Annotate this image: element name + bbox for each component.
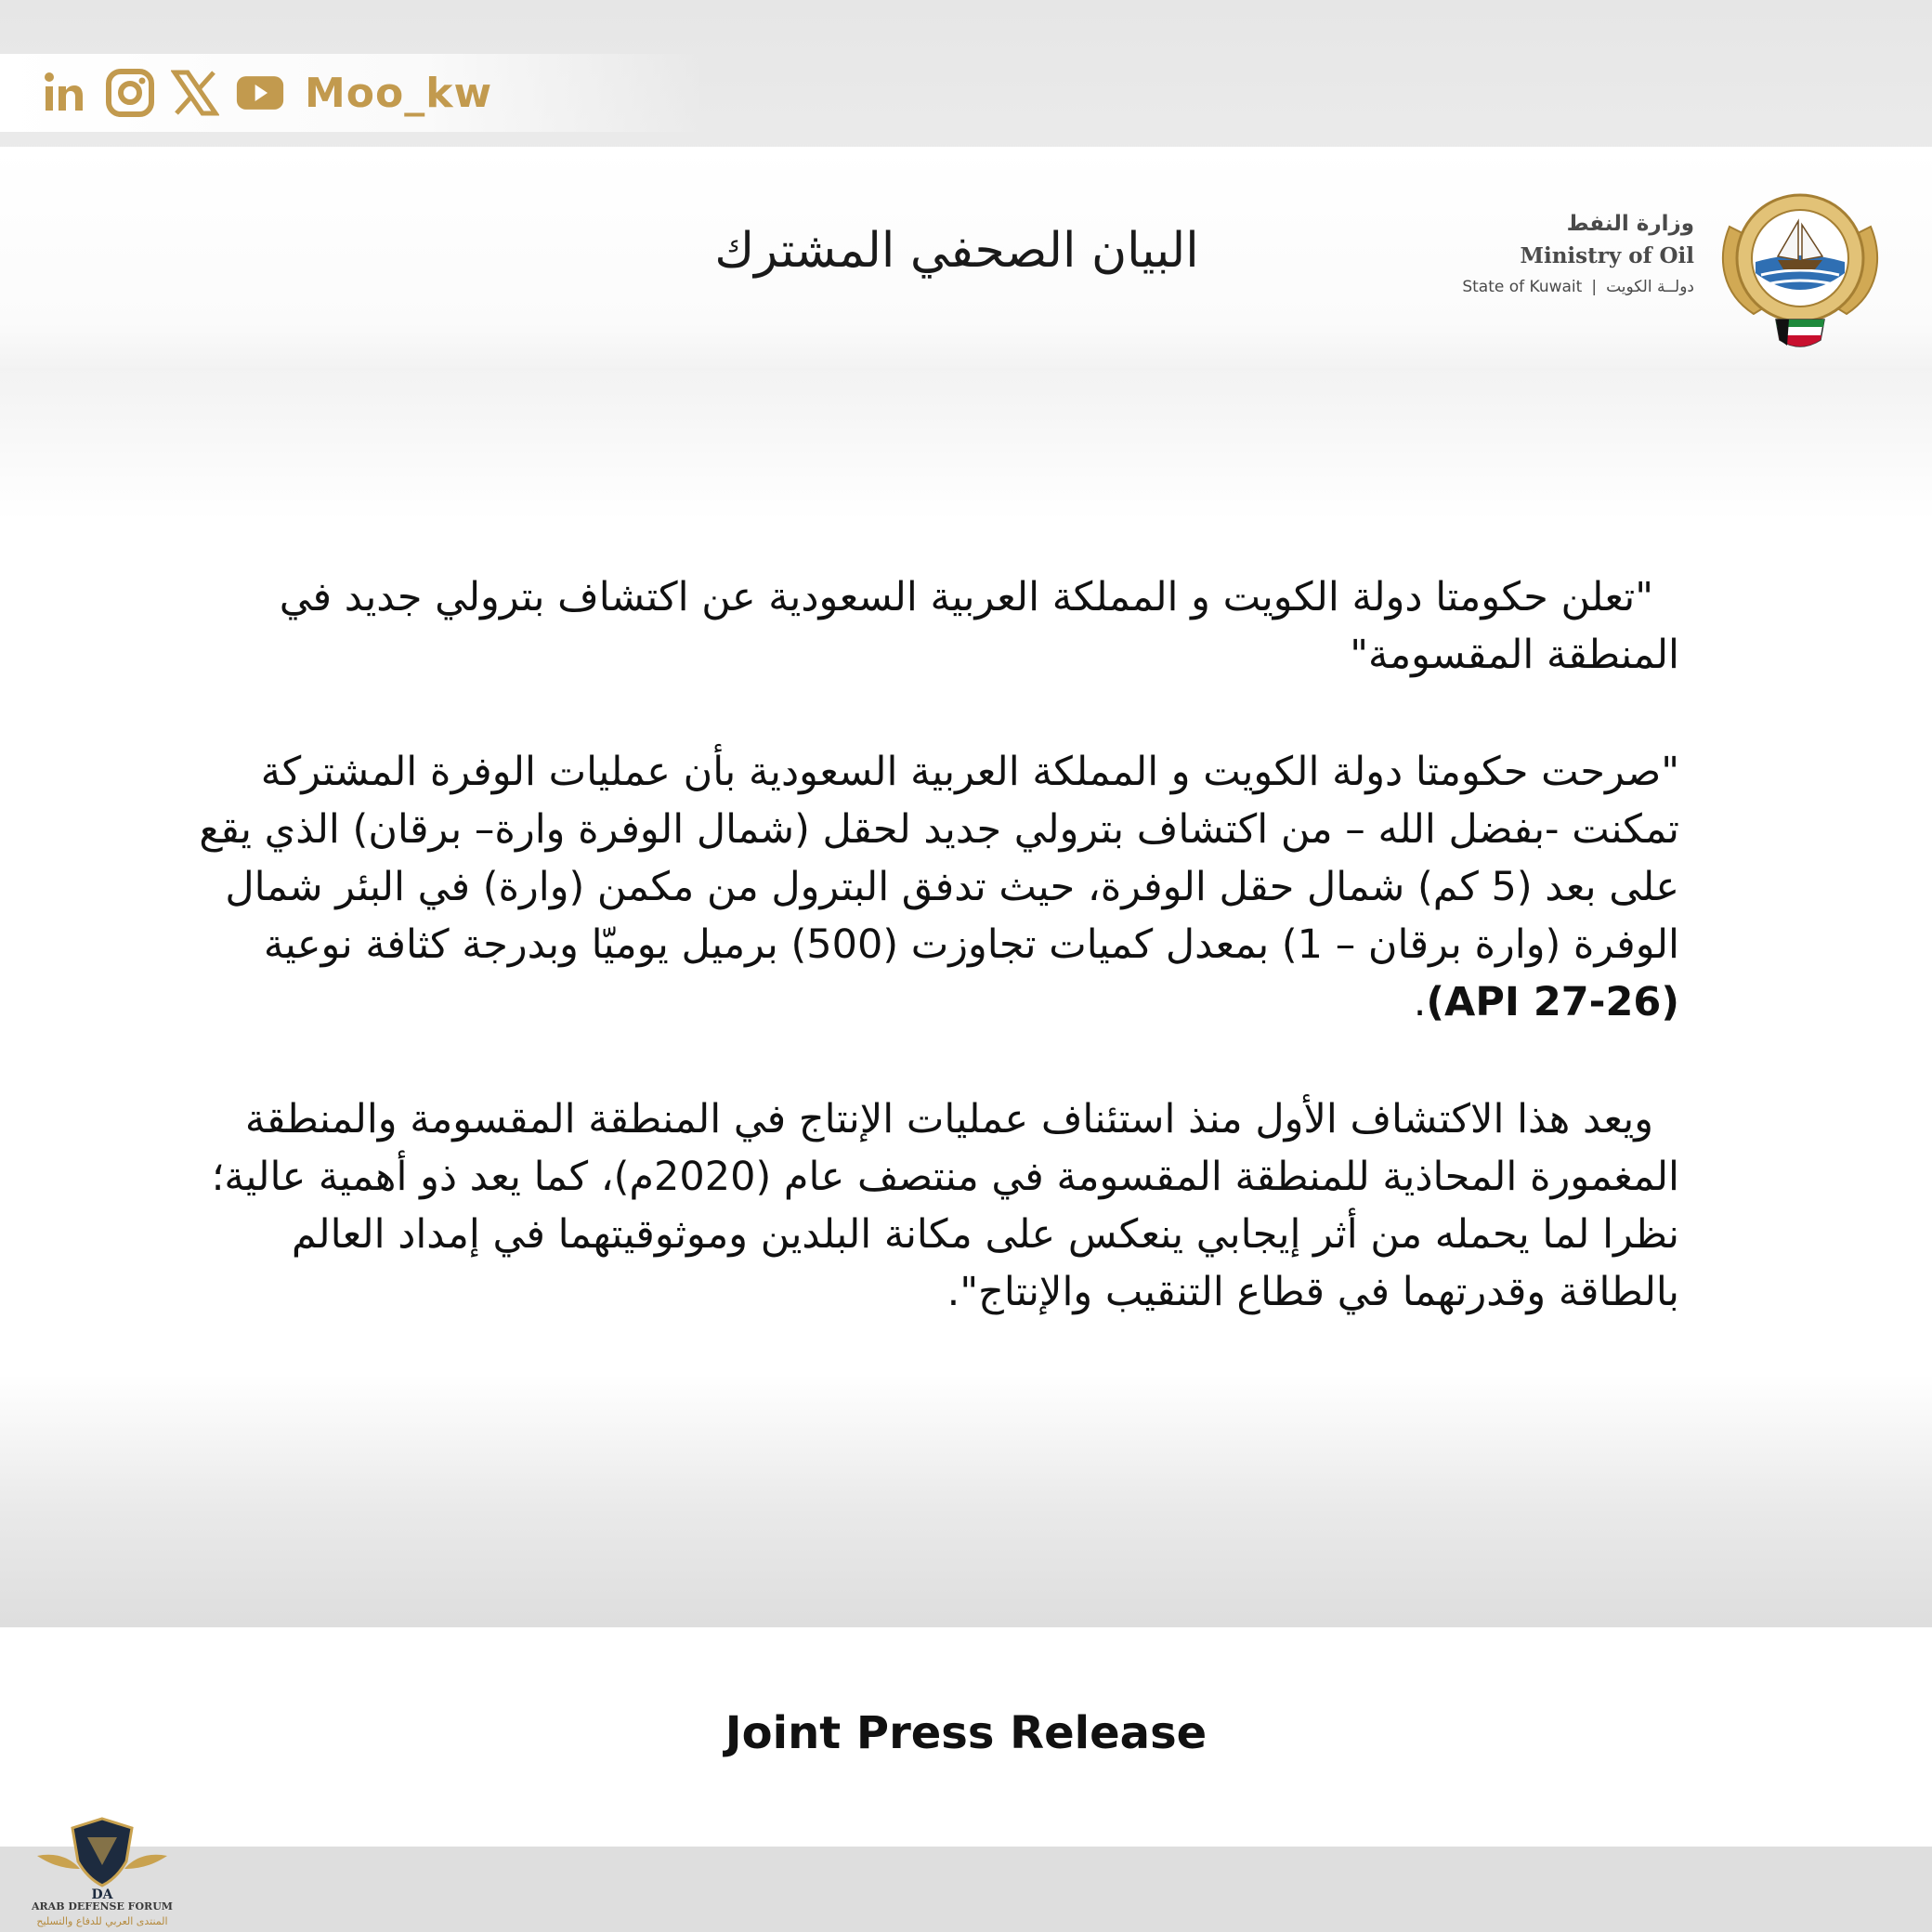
linkedin-icon[interactable] (41, 69, 89, 117)
arab-defense-forum-logo (28, 1811, 176, 1930)
significance-paragraph: ويعد هذا الاكتشاف الأول منذ استئناف عمليات الإنتاج في المنطقة المقسومة والمنطقة المغمورة المحاذية للمنطقة المقسومة في منتصف عام (2020م)، كما يعد ذو أهمية عالية؛ نظرا لما يحمله من أثر إيجابي ينعكس على مكانة البلدين وموثوقيتهما في إمداد العالم بالطاقة وقدرتهما في قطاع التنقيب والإنتاج". (211, 1096, 1679, 1315)
page-title: البيان الصحفي المشترك (714, 223, 1199, 279)
state-separator: | (1591, 278, 1598, 296)
youtube-icon[interactable] (236, 69, 284, 117)
state-line (1462, 273, 1694, 301)
statement-paragraph (182, 743, 1679, 1031)
kuwait-emblem-icon (1717, 184, 1884, 353)
social-handle[interactable]: Moo_kw (305, 69, 493, 117)
statement-text: "صرحت حكومتا دولة الكويت و المملكة العربية السعودية بأن عمليات الوفرة المشتركة تمكنت -بفضل الله – من اكتشاف بترولي جديد لحقل (شمال الوفرة وارة– برقان) الذي يقع على بعد (5 كم) شمال حقل الوفرة، حيث تدفق البترول من مكمن (وارة) في البئر شمال الوفرة (وارة برقان – 1) بمعدل كميات تجاوزت (500) برميل يوميّا وبدرجة كثافة نوعية (199, 749, 1679, 968)
forum-shield-icon (28, 1811, 176, 1900)
x-icon[interactable] (171, 69, 219, 117)
forum-caption-ar: المنتدى العربي للدفاع والتسليح (36, 1915, 168, 1927)
ministry-name-en: Ministry of Oil (1520, 243, 1694, 268)
state-en: State of Kuwait (1462, 278, 1583, 296)
state-ar: دولــة الكويت (1606, 278, 1694, 296)
press-release-body (182, 568, 1679, 1380)
forum-monogram: DA (91, 1887, 113, 1900)
footer-title: Joint Press Release (724, 1707, 1208, 1759)
headline-paragraph: "تعلن حكومتا دولة الكويت و المملكة العربية السعودية عن اكتشاف بترولي جديد في المنطقة المقسومة" (279, 574, 1679, 678)
ministry-block (1462, 208, 1694, 301)
api-gravity: (API 27-26) (1426, 979, 1679, 1025)
statement-end: . (1413, 979, 1427, 1025)
ministry-name-ar: وزارة النفط (1566, 212, 1694, 236)
instagram-icon[interactable] (106, 69, 154, 117)
social-bar (0, 54, 706, 132)
forum-caption-en: ARAB DEFENSE FORUM (32, 1900, 173, 1912)
